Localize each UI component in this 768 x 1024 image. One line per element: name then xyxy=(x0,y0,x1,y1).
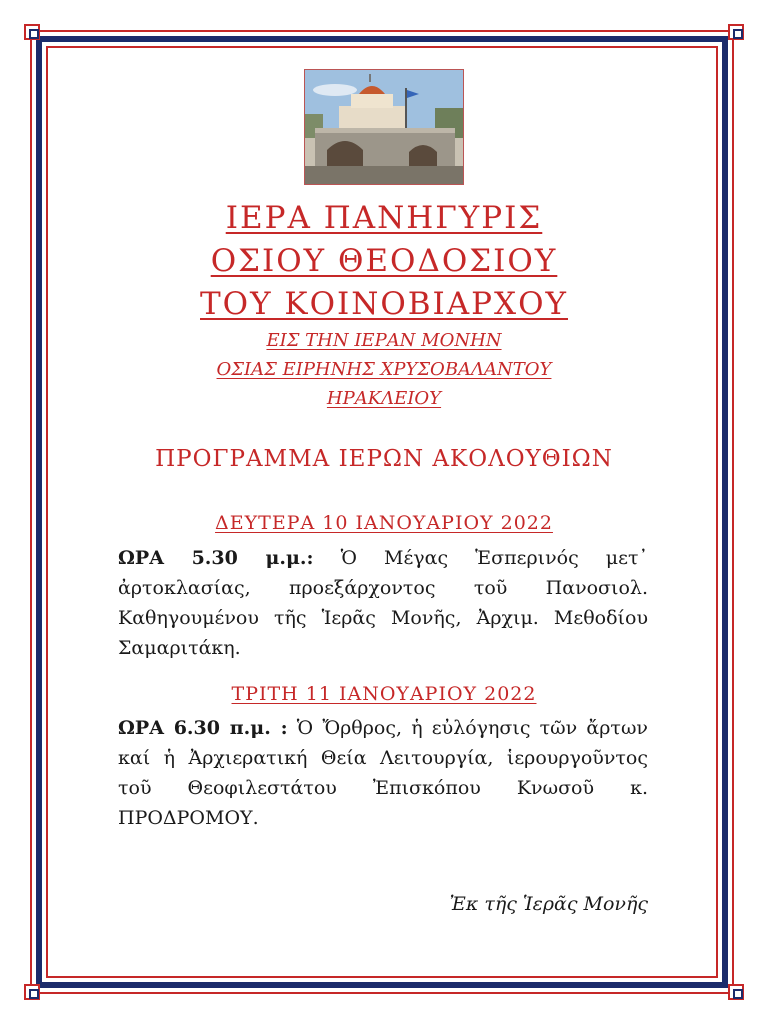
service-text: Ὁ Μέγας Ἑσπερινός μετ᾽ ἀρτοκλασίας, προεξάρχοντος τοῦ Πανοσιολ. Καθηγουμένου τῆς Ἱερᾶς Μονῆς, Ἀρχιμ. Μεθοδίου Σαμαριτάκη. xyxy=(118,547,648,659)
church-image xyxy=(305,70,463,184)
signature: Ἐκ τῆς Ἱερᾶς Μονῆς xyxy=(449,893,648,915)
service-time: ΩΡΑ 6.30 π.μ. : xyxy=(118,717,288,739)
title-line-1: ΙΕΡΑ ΠΑΝΗΓΥΡΙΣ xyxy=(225,200,543,236)
service-date: ΤΡΙΤΗ 11 ΙΑΝΟΥΑΡΙΟΥ 2022 xyxy=(231,683,537,705)
program-heading: ΠΡΟΓΡΑΜΜΑ ΙΕΡΩΝ ΑΚΟΛΟΥΘΙΩΝ xyxy=(155,446,613,472)
title-line-3: ΤΟΥ ΚΟΙΝΟΒΙΑΡΧΟΥ xyxy=(200,286,568,322)
subtitle-line-3: ΗΡΑΚΛΕΙΟΥ xyxy=(326,388,442,409)
service-time: ΩΡΑ 5.30 μ.μ.: xyxy=(118,547,314,569)
subtitle-line-1: ΕΙΣ ΤΗΝ ΙΕΡΑΝ ΜΟΝΗΝ xyxy=(266,330,502,351)
corner-ornament xyxy=(728,24,744,40)
corner-ornament xyxy=(24,24,40,40)
service-date: ΔΕΥΤΕΡΑ 10 ΙΑΝΟΥΑΡΙΟΥ 2022 xyxy=(215,512,553,534)
subtitle-line-2: ΟΣΙΑΣ ΕΙΡΗΝΗΣ ΧΡΥΣΟΒΑΛΑΝΤΟΥ xyxy=(216,359,552,380)
title-line-2: ΟΣΙΟΥ ΘΕΟΔΟΣΙΟΥ xyxy=(210,243,558,279)
corner-ornament xyxy=(728,984,744,1000)
service-description xyxy=(118,543,648,663)
monastery-church-photo xyxy=(304,69,464,185)
corner-ornament xyxy=(24,984,40,1000)
service-description xyxy=(118,713,648,833)
service-text: Ὁ Ὄρθρος, ἡ εὐλόγησις τῶν ἄρτων καί ἡ Ἀρχιερατική Θεία Λειτουργία, ἱερουργοῦντος τοῦ Θεοφιλεστάτου Ἐπισκόπου Κνωσοῦ κ. ΠΡΟΔΡΟΜΟΥ. xyxy=(118,717,648,829)
